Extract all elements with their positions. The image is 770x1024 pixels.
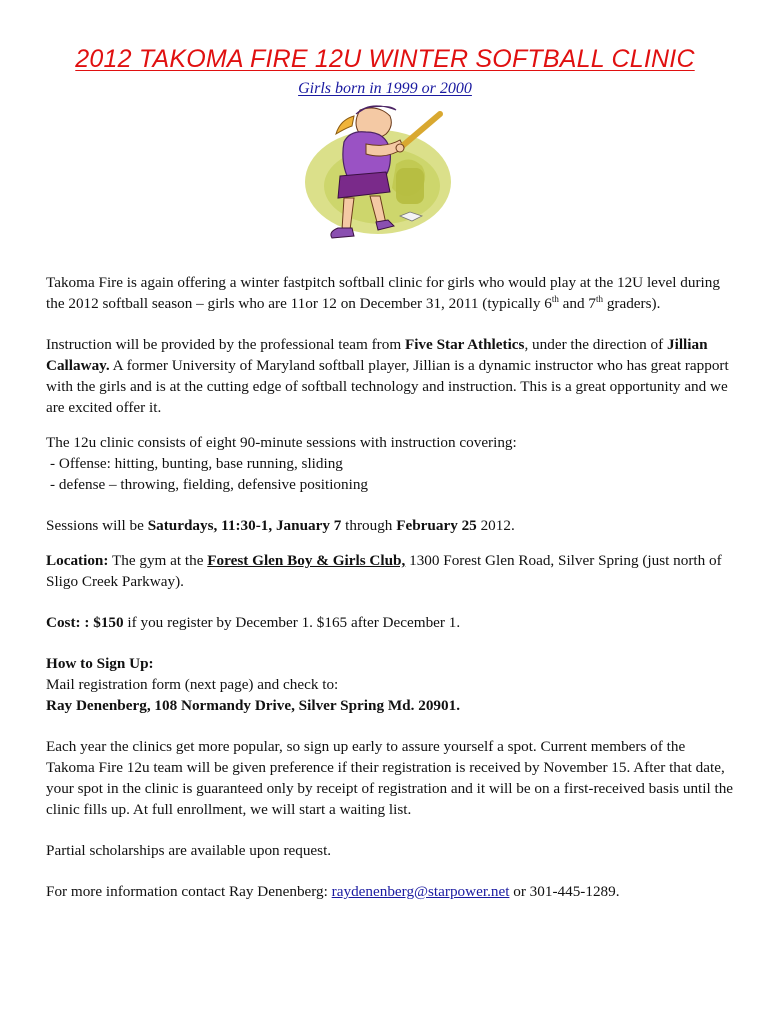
clinic-paragraph: [46, 432, 736, 495]
sessions-text: Sessions will be: [46, 517, 148, 534]
intro-paragraph: [46, 272, 736, 314]
intro-text: graders).: [603, 295, 661, 312]
cost-paragraph: [46, 612, 736, 633]
jillian-callaway: Jillian Callaway.: [46, 336, 708, 374]
intro-text: Takoma Fire is again offering a winter fastpitch softball clinic for girls who would play at the 12U level during the 2012 softball season – girls who are 11or 12 on December 31, 2011 (typically 6: [46, 274, 720, 312]
page-subtitle: Girls born in 1999 or 2000: [298, 80, 472, 97]
location-label: Location:: [46, 552, 109, 569]
sessions-text: 2012.: [476, 517, 515, 534]
page-title: 2012 TAKOMA FIRE 12U WINTER SOFTBALL CLINIC: [75, 45, 695, 73]
signup-paragraph: [46, 653, 736, 716]
contact-paragraph: [46, 881, 736, 902]
popular-paragraph: Each year the clinics get more popular, so sign up early to assure yourself a spot. Current members of the Takoma Fire 12u team will be given preference if their registration is received by November 15. After that date, your spot in the clinic is guaranteed only by receipt of registration and it will be on a first-received basis until the clinic fills up. At full enrollment, we will start a waiting list.: [46, 738, 734, 818]
intro-text: and 7: [558, 295, 596, 312]
location-paragraph: [46, 550, 736, 592]
email-link[interactable]: raydenenberg@starpower.net: [331, 883, 510, 900]
location-text: The gym at the: [108, 552, 208, 569]
contact-phone: or 301-445-1289.: [509, 883, 620, 900]
cost-text: if you register by December 1. $165 after December 1.: [123, 614, 461, 631]
location-place: Forest Glen Boy & Girls Club,: [207, 552, 406, 569]
sessions-paragraph: [46, 515, 736, 536]
clinic-intro: The 12u clinic consists of eight 90-minute sessions with instruction covering:: [46, 434, 517, 451]
signup-heading: How to Sign Up:: [46, 655, 154, 672]
sessions-start: Saturdays, 11:30-1, January 7: [147, 517, 342, 534]
scholarships-paragraph: Partial scholarships are available upon request.: [46, 842, 332, 859]
sessions-end: February 25: [396, 517, 477, 534]
superscript: th: [596, 293, 604, 304]
contact-text: For more information contact Ray Denenberg:: [46, 883, 332, 900]
softball-batter-girl-illustration: [300, 104, 460, 254]
instruction-paragraph: [46, 334, 736, 418]
list-item: - defense – throwing, fielding, defensive positioning: [50, 476, 369, 493]
instruction-text: Instruction will be provided by the professional team from: [46, 336, 405, 353]
five-star-athletics: Five Star Athletics: [404, 336, 525, 353]
superscript: th: [551, 293, 559, 304]
location-text: 1300 Forest Glen Road, Silver Spring (just north of Sligo Creek Parkway).: [46, 552, 722, 590]
mailing-address: Ray Denenberg, 108 Normandy Drive, Silver Spring Md. 20901.: [46, 697, 460, 714]
sessions-text: through: [341, 517, 397, 534]
flyer-body: [46, 272, 736, 922]
signup-line: Mail registration form (next page) and check to:: [46, 676, 339, 693]
cost-label: Cost: : $150: [46, 614, 124, 631]
instruction-text: A former University of Maryland softball player, Jillian is a dynamic instructor who has great rapport with the girls and is at the cutting edge of softball technology and instruction. This is a great opportunity and we are excited offer it.: [46, 357, 729, 416]
instruction-text: , under the direction of: [524, 336, 667, 353]
list-item: - Offense: hitting, bunting, base running, sliding: [50, 455, 343, 472]
